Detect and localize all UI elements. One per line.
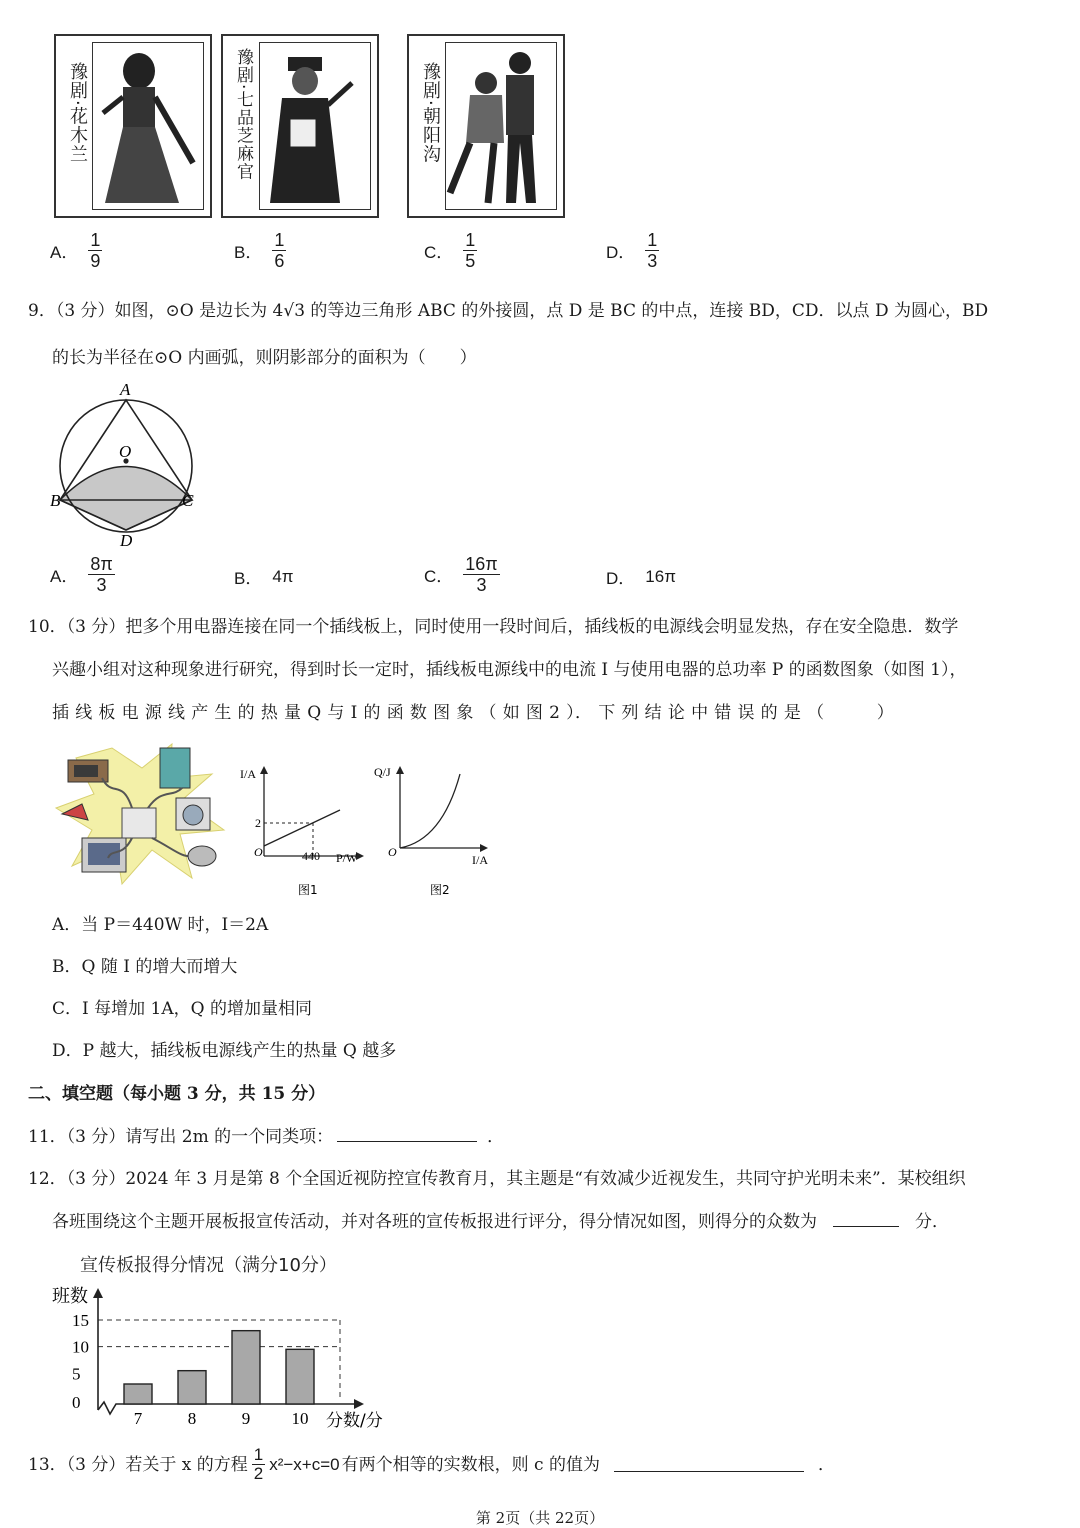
option-fraction: $\frac{1}{9}$ <box>90 230 101 271</box>
bar-9 <box>232 1331 260 1404</box>
option-fraction: $\frac{1}{6}$ <box>274 230 285 271</box>
q9-circle-figure <box>46 378 206 550</box>
option-label: C． <box>424 243 454 262</box>
option-label: D． <box>606 243 636 262</box>
q8-option-b[interactable] <box>234 230 286 271</box>
option-label: B． <box>234 243 263 262</box>
q11 <box>28 1126 504 1148</box>
label-d: D <box>120 531 133 550</box>
chart-title: 宣传板报得分情况（满分10分） <box>80 1255 337 1276</box>
card-caption: 豫剧·七品芝麻官 <box>233 48 253 181</box>
card-caption: 豫剧·花木兰 <box>67 62 88 164</box>
q9-line2: 的长为半径在⊙O 内画弧，则阴影部分的面积为（ ） <box>52 348 477 368</box>
q13-answer-blank[interactable] <box>614 1457 804 1472</box>
q9-option-d[interactable] <box>606 564 676 589</box>
opera-card-hua-mulan <box>54 34 212 218</box>
q10-figure1 <box>236 760 376 900</box>
y-tick-label: 5 <box>72 1364 81 1384</box>
opera-figure-image <box>446 43 556 208</box>
option-label: A． <box>50 243 79 262</box>
q12-end: 分． <box>915 1212 949 1232</box>
q9-option-a[interactable] <box>50 554 115 595</box>
q9-option-b[interactable] <box>234 564 294 589</box>
option-fraction: $\frac{8\pi}{3}$ <box>90 554 113 595</box>
fig1-origin: O <box>254 845 263 859</box>
q12-answer-blank[interactable] <box>833 1212 899 1227</box>
y-tick-label: 10 <box>72 1337 89 1357</box>
fig1-x-label: P/W <box>336 851 358 865</box>
q9-line1: 9．（3 分）如图，⊙O 是边长为 4√3 的等边三角形 ABC 的外接圆，点 D 是 BC 的中点，连接 BD，CD．以点 D 为圆心，BD <box>28 301 989 321</box>
card-image-frame <box>92 42 204 210</box>
q10-line3: 插 线 板 电 源 线 产 生 的 热 量 Q 与 I 的 函 数 图 象 （ 如 图 2 ）． 下 列 结 论 中 错 误 的 是 （ ） <box>52 703 895 723</box>
appliances-illustration <box>52 738 230 886</box>
card-image-frame <box>259 42 371 210</box>
fig1-y-label: I/A <box>240 767 256 781</box>
opera-figure-image <box>260 43 370 208</box>
label-c: C <box>182 491 194 510</box>
card-caption: 豫剧·朝阳沟 <box>420 62 441 164</box>
opera-card-qipin-zhimaguan <box>221 34 379 218</box>
y-axis-label: 班数 <box>52 1286 88 1307</box>
y-tick-label: 15 <box>72 1311 89 1330</box>
q10-option-a[interactable]: A．当 P＝440W 时，I＝2A <box>52 915 269 935</box>
option-fraction: $\frac{1}{5}$ <box>465 230 476 271</box>
option-label: D． <box>606 569 636 588</box>
fig2-origin: O <box>388 845 397 859</box>
x-axis-label: 分数/分 <box>326 1411 383 1431</box>
q13-equation: x²−x+c=0 <box>269 1454 340 1474</box>
q12-line1: 12．（3 分）2024 年 3 月是第 8 个全国近视防控宣传教育月，其主题是“有效减少近视发生，共同守护光明未来”．某校组织 <box>28 1169 966 1189</box>
fig2-x-label: I/A <box>472 853 488 867</box>
q10-line1: 10．（3 分）把多个用电器连接在同一个插线板上，同时使用一段时间后，插线板的电源线会明显发热，存在安全隐患．数学 <box>28 617 959 637</box>
q10-figure2 <box>372 760 502 900</box>
q11-answer-blank[interactable] <box>337 1127 477 1142</box>
card-image-frame <box>445 42 557 210</box>
option-fraction: $\frac{1}{3}$ <box>647 230 658 271</box>
x-tick-label: 7 <box>133 1409 143 1428</box>
q8-option-d[interactable] <box>606 230 659 271</box>
y-tick-label: 0 <box>72 1393 81 1412</box>
q10-option-d[interactable]: D．P 越大，插线板电源线产生的热量 Q 越多 <box>52 1041 397 1061</box>
fig1-y-tick: 2 <box>255 816 261 830</box>
q12-text: 各班围绕这个主题开展板报宣传活动，并对各班的宣传板报进行评分，得分情况如图，则得分的众数为 <box>52 1212 817 1232</box>
label-b: B <box>50 491 61 510</box>
option-fraction: $\frac{16\pi}{3}$ <box>465 554 498 595</box>
x-axis-arrow <box>354 1399 364 1409</box>
opera-card-chaoyanggou <box>407 34 565 218</box>
option-label: A． <box>50 567 79 586</box>
q11-text: 11．（3 分）请写出 2m 的一个同类项： <box>28 1127 334 1147</box>
score-bar-chart <box>44 1280 404 1436</box>
fig1-x-tick: 440 <box>302 849 320 863</box>
q13 <box>28 1446 835 1483</box>
x-tick-label: 8 <box>187 1409 197 1428</box>
fig1-caption: 图1 <box>298 883 318 897</box>
q13-text-a: 13．（3 分）若关于 x 的方程 <box>28 1454 248 1475</box>
bar-8 <box>178 1371 206 1404</box>
q10-option-c[interactable]: C．I 每增加 1A，Q 的增加量相同 <box>52 999 312 1019</box>
q13-fraction: $\frac{1}{2}$ <box>253 1445 264 1483</box>
option-label: B． <box>234 569 263 588</box>
fig2-y-label: Q/J <box>374 765 391 779</box>
q13-text-c: 有两个相等的实数根，则 c 的值为 <box>341 1454 600 1475</box>
q8-option-a[interactable] <box>50 230 102 271</box>
bar-10 <box>286 1349 314 1404</box>
q12-line2 <box>52 1211 949 1233</box>
q13-end: ． <box>817 1454 835 1475</box>
q10-line2: 兴趣小组对这种现象进行研究，得到时长一定时，插线板电源线中的电流 I 与使用电器的总功率 P 的函数图象（如图 1）， <box>52 660 967 680</box>
section-title: 二、填空题（每小题 3 分，共 15 分） <box>28 1084 326 1104</box>
fig2-caption: 图2 <box>430 883 450 897</box>
page-footer: 第 2页（共 22页） <box>475 1509 605 1527</box>
x-tick-label: 10 <box>291 1409 309 1428</box>
y-axis-arrow <box>93 1288 103 1298</box>
bar-7 <box>124 1384 152 1404</box>
label-a: A <box>120 380 131 399</box>
option-value: 16π <box>645 566 676 586</box>
q10-option-b[interactable]: B．Q 随 I 的增大而增大 <box>52 957 238 977</box>
q9-option-c[interactable] <box>424 554 500 595</box>
opera-figure-image <box>93 43 203 208</box>
x-tick-label: 9 <box>241 1409 251 1428</box>
option-label: C． <box>424 567 454 586</box>
option-value: 4π <box>272 566 294 586</box>
label-o: O <box>119 442 132 461</box>
q11-end: ． <box>487 1127 505 1147</box>
q8-option-c[interactable] <box>424 230 477 271</box>
